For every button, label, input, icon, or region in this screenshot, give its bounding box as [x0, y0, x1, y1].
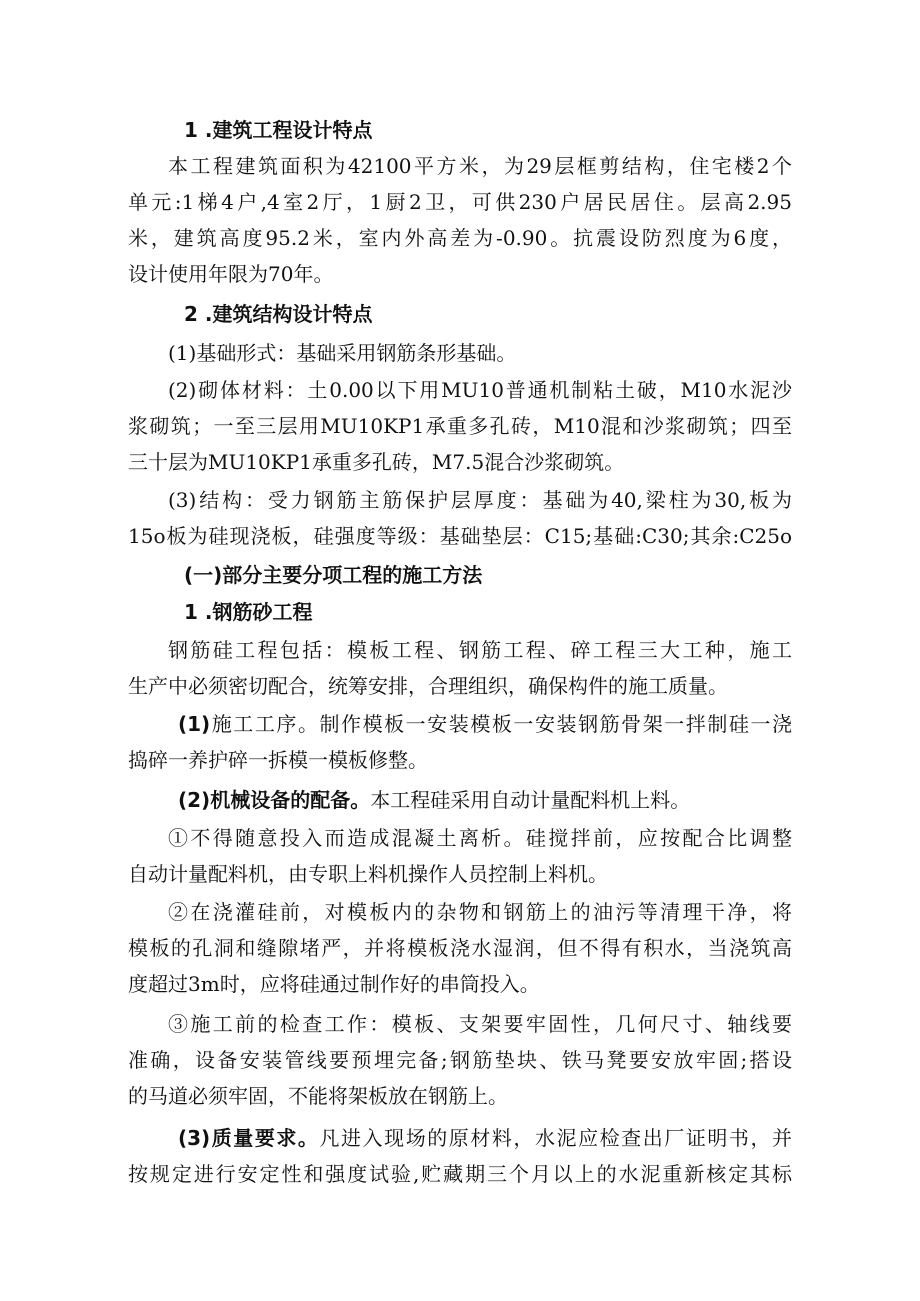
heading-architecture-design: 1 .建筑工程设计特点	[184, 118, 373, 142]
paragraph-line: 15o板为硅现浇板，硅强度等级：基础垫层：C15;基础:C30;其余:C25o	[128, 524, 792, 548]
step-equipment	[178, 782, 792, 818]
paragraph-line: 度超过3m时，应将硅通过制作好的串筒投入。	[128, 972, 540, 996]
circled-item-2: ②在浇灌硅前，对模板内的杂物和钢筋上的油污等清理干净，将	[168, 900, 792, 924]
paragraph-line: 米，建筑高度95.2米，室内外高差为-0.90。抗震设防烈度为6度，	[128, 226, 792, 250]
step-quality-requirements	[178, 1120, 792, 1156]
paragraph-line: 自动计量配料机，由专职上料机操作人员控制上料机。	[128, 862, 608, 886]
step-construction-process	[178, 706, 792, 742]
list-item-masonry: (2)砌体材料：土0.00以下用MU10普通机制粘土破，M10水泥沙	[168, 378, 792, 402]
paragraph-line: 准确，设备安装管线要预埋完备;钢筋垫块、铁马凳要安放牢固;搭设	[128, 1048, 792, 1072]
step-label: (3)质量要求。	[178, 1126, 320, 1150]
paragraph-line: 模板的孔洞和缝隙堵严，并将模板浇水湿润，但不得有积水，当浇筑高	[128, 936, 792, 960]
step-label: (2)机械设备的配备。	[178, 788, 371, 812]
section-title-construction-methods: (一)部分主要分项工程的施工方法	[184, 563, 483, 587]
heading-structure-design: 2 .建筑结构设计特点	[184, 302, 373, 326]
circled-item-3: ③施工前的检查工作：模板、支架要牢固性，几何尺寸、轴线要	[168, 1012, 792, 1036]
list-item-foundation: (1)基础形式：基础采用钢筋条形基础。	[168, 341, 517, 365]
circled-item-1: ①不得随意投入而造成混凝土离析。硅搅拌前，应按配合比调整	[168, 826, 792, 850]
paragraph-line: 本工程建筑面积为42100平方米，为29层框剪结构，住宅楼2个	[168, 154, 792, 178]
paragraph-line: 的马道必须牢固，不能将架板放在钢筋上。	[128, 1084, 508, 1108]
paragraph-line: 浆砌筑；一至三层用MU10KP1承重多孔砖，M10混和沙浆砌筑；四至	[128, 414, 792, 438]
paragraph-line: 生产中必须密切配合，统筹安排，合理组织，确保构件的施工质量。	[128, 674, 728, 698]
paragraph-line: 钢筋硅工程包括：模板工程、钢筋工程、碎工程三大工种，施工	[168, 638, 792, 662]
paragraph-line: 设计使用年限为70年。	[128, 262, 334, 286]
paragraph-line: 按规定进行安定性和强度试验,贮藏期三个月以上的水泥重新核定其标	[128, 1162, 792, 1186]
step-text: 本工程硅采用自动计量配料机上料。	[370, 788, 691, 812]
step-text: 施工工序。制作模板一安装模板一安装钢筋骨架一拌制硅一浇	[210, 712, 792, 736]
paragraph-line: 三十层为MU10KP1承重多孔砖，M7.5混合沙浆砌筑。	[128, 450, 625, 474]
step-label: (1)	[178, 712, 211, 736]
heading-concrete-work: 1 .钢筋砂工程	[184, 600, 313, 624]
step-text: 凡进入现场的原材料，水泥应检查出厂证明书，并	[319, 1126, 792, 1150]
paragraph-line: 单元:1梯4户,4室2厅，1厨2卫，可供230户居民居住。层高2.95	[128, 190, 792, 214]
paragraph-line: 捣碎一养护碎一拆模一模板修整。	[128, 748, 428, 772]
list-item-structure: (3)结构：受力钢筋主筋保护层厚度：基础为40,梁柱为30,板为	[168, 488, 792, 512]
